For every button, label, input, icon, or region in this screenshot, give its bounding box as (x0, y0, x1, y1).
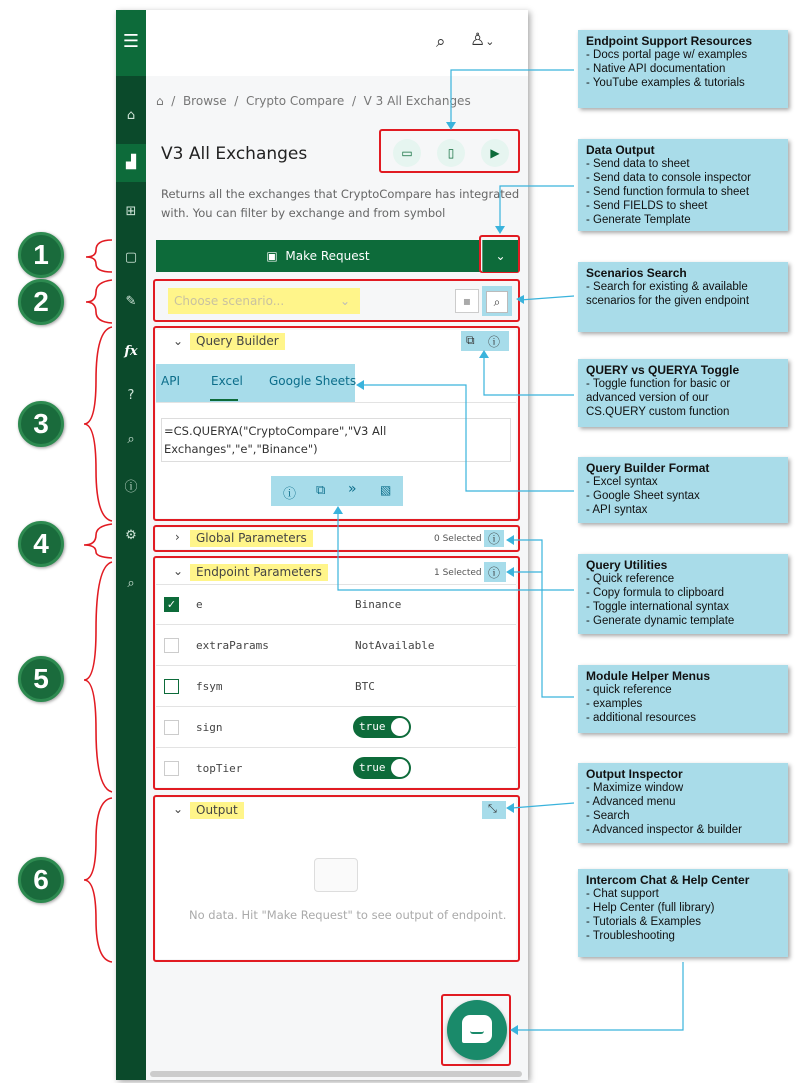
badge-2: 2 (18, 279, 64, 325)
edit-icon[interactable]: ✎ (125, 294, 137, 309)
param-name-toptier: topTier (196, 762, 243, 775)
note-line: - Docs portal page w/ examples (586, 49, 748, 61)
tab-excel[interactable]: Excel (211, 374, 243, 388)
note-module-helper (578, 665, 788, 733)
chevron-down-icon[interactable]: ⌄ (173, 564, 184, 578)
breadcrumb-browse[interactable]: Browse (182, 94, 227, 108)
tab-api[interactable]: API (161, 374, 180, 388)
search-icon: ⌕ (486, 291, 508, 313)
note-line: - YouTube examples & tutorials (586, 77, 745, 89)
note-line: - Chat support (586, 888, 659, 900)
badge-3: 3 (18, 401, 64, 447)
note-line: - Toggle international syntax (586, 601, 729, 613)
note-data-output (578, 139, 788, 231)
note-line: - Native API documentation (586, 63, 726, 75)
note-line: - Google Sheet syntax (586, 490, 700, 502)
note-line: - examples (586, 698, 643, 710)
note-line: scenarios for the given endpoint (586, 295, 750, 307)
brace-3 (84, 327, 112, 521)
global-params-label[interactable]: Global Parameters (190, 530, 313, 547)
note-line: - Send data to sheet (586, 158, 690, 170)
menu-icon[interactable]: ☰ (122, 31, 140, 52)
connector-format (362, 385, 574, 491)
breadcrumb-home-icon[interactable]: ⌂ (156, 94, 164, 108)
note-line: - Advanced inspector & builder (586, 824, 742, 836)
connector-utilities (338, 512, 574, 590)
breadcrumb-sep: / (351, 94, 356, 108)
network-icon[interactable]: ⊞ (125, 204, 137, 219)
breadcrumb-endpoint: V 3 All Exchanges (363, 94, 471, 108)
page-title: V3 All Exchanges (161, 144, 308, 164)
brace-4 (84, 524, 112, 558)
note-title: Module Helper Menus (586, 669, 711, 683)
formula-line2: Exchanges","e","Binance") (164, 442, 318, 456)
make-request-label: Make Request (285, 249, 370, 263)
note-endpoint-resources (578, 30, 788, 108)
query-toggle-icon[interactable]: ⧉ (466, 333, 475, 347)
note-line: - Toggle function for basic or (586, 378, 731, 390)
note-line: - Help Center (full library) (586, 902, 715, 914)
global-params-count: 0 Selected (434, 534, 482, 544)
connector-toggle (484, 356, 574, 395)
output-empty-message: No data. Hit "Make Request" to see output of endpoint. (189, 908, 507, 922)
note-line: - Generate dynamic template (586, 615, 735, 627)
header-search-icon[interactable]: ⌕ (436, 32, 446, 52)
chevron-down-icon[interactable]: ⌄ (173, 802, 184, 816)
note-title: Query Builder Format (586, 461, 710, 475)
note-title: QUERY vs QUERYA Toggle (586, 363, 740, 377)
chevron-right-icon[interactable]: › (175, 530, 180, 544)
param-name-extraparams: extraParams (196, 639, 269, 652)
note-title: Data Output (586, 143, 655, 157)
chart-icon[interactable]: ▟ (116, 144, 146, 182)
note-title: Endpoint Support Resources (586, 34, 753, 48)
note-title: Output Inspector (586, 767, 683, 781)
api-docs-icon[interactable]: ▯ (437, 139, 465, 167)
docs-book-icon[interactable]: ▭ (393, 139, 421, 167)
template-icon[interactable]: ▧ (380, 483, 392, 497)
note-intercom-chat (578, 869, 788, 957)
connector-resources (451, 70, 574, 124)
note-line: - Copy formula to clipboard (586, 587, 725, 599)
endpoint-params-count: 1 Selected (434, 568, 482, 578)
help-icon[interactable]: ? (127, 388, 135, 403)
note-line: - Advanced menu (586, 796, 676, 808)
layout-icon[interactable]: ▢ (124, 250, 138, 265)
description-line1: Returns all the exchanges that CryptoCompare has integrated (161, 187, 520, 201)
home-icon[interactable]: ⌂ (126, 108, 136, 123)
toggle-toptier[interactable]: true (353, 757, 411, 779)
note-query-utilities (578, 554, 788, 634)
info-icon[interactable]: ⓘ (124, 480, 138, 495)
user-icon[interactable]: ♙⌄ (470, 30, 495, 50)
connector-inspector (512, 803, 574, 808)
param-value-e[interactable]: Binance (355, 598, 402, 611)
connector-chat (516, 962, 683, 1030)
param-value-fsym[interactable]: BTC (355, 680, 375, 693)
param-name-e: e (196, 598, 203, 611)
endpoint-params-label[interactable]: Endpoint Parameters (190, 564, 328, 581)
query-builder-label[interactable]: Query Builder (190, 333, 285, 350)
note-line: - Excel syntax (586, 476, 658, 488)
brace-6 (84, 798, 112, 962)
note-title: Query Utilities (586, 558, 668, 572)
param-name-fsym: fsym (196, 680, 223, 693)
param-name-sign: sign (196, 721, 223, 734)
breadcrumb-sep: / (171, 94, 176, 108)
brace-2 (86, 280, 112, 323)
search-alt-icon[interactable]: ⌕ (127, 576, 135, 591)
function-icon[interactable]: fx (124, 344, 138, 359)
note-query-toggle (578, 359, 788, 427)
output-label[interactable]: Output (190, 802, 244, 819)
connector-output (500, 186, 574, 228)
scenario-placeholder: Choose scenario... (174, 294, 285, 308)
badge-1: 1 (18, 232, 64, 278)
badge-4: 4 (18, 521, 64, 567)
note-line: - Maximize window (586, 782, 684, 794)
international-syntax-icon[interactable]: » (348, 481, 357, 497)
connector-scenario (520, 296, 574, 300)
info-icon[interactable]: ⓘ (488, 566, 501, 580)
note-line: - Send data to console inspector (586, 172, 751, 184)
chevron-down-icon: ⌄ (339, 294, 350, 308)
chevron-down-icon: ⌄ (495, 249, 506, 263)
toggle-sign[interactable]: true (353, 716, 411, 738)
note-title: Intercom Chat & Help Center (586, 873, 750, 887)
settings-icon[interactable]: ⚙ (125, 528, 137, 543)
checkbox-e[interactable]: ✓ (164, 597, 179, 612)
description-line2: with. You can filter by exchange and from symbol (161, 206, 446, 220)
note-title: Scenarios Search (586, 266, 687, 280)
note-line: advanced version of our (586, 392, 709, 404)
note-scenarios-search (578, 262, 788, 332)
badge-6: 6 (18, 857, 64, 903)
breadcrumb-sep: / (234, 94, 239, 108)
note-line: - Send FIELDS to sheet (586, 200, 708, 212)
chevron-down-icon[interactable]: ⌄ (173, 334, 184, 348)
note-line: - Send function formula to sheet (586, 186, 750, 198)
note-query-builder-format (578, 457, 788, 523)
maximize-icon[interactable]: ⤡ (488, 802, 497, 815)
note-line: - Generate Template (586, 214, 691, 226)
note-line: - Quick reference (586, 573, 675, 585)
connector-helper (512, 540, 574, 697)
note-line: - API syntax (586, 504, 648, 516)
note-line: - additional resources (586, 712, 696, 724)
note-line: - quick reference (586, 684, 672, 696)
info-icon[interactable]: ⓘ (488, 335, 501, 349)
youtube-icon[interactable]: ▶ (481, 139, 509, 167)
note-line: - Search for existing & available (586, 281, 748, 293)
note-line: - Tutorials & Examples (586, 916, 702, 928)
info-icon[interactable]: ⓘ (488, 532, 501, 546)
brace-5 (84, 562, 112, 792)
param-value-extraparams[interactable]: NotAvailable (355, 639, 435, 652)
badge-5: 5 (18, 656, 64, 702)
breadcrumb-provider[interactable]: Crypto Compare (245, 94, 345, 108)
search-icon[interactable]: ⌕ (127, 432, 135, 447)
save-icon: ▪ (462, 294, 472, 308)
note-output-inspector (578, 763, 788, 843)
terminal-icon: ▣ (266, 249, 278, 263)
tab-google-sheets[interactable]: Google Sheets (269, 374, 357, 388)
note-line: CS.QUERY custom function (586, 406, 730, 418)
quick-reference-icon[interactable]: ⓘ (283, 487, 297, 502)
formula-line1: =CS.QUERYA("CryptoCompare","V3 All (164, 424, 387, 438)
note-line: - Troubleshooting (586, 930, 675, 942)
copy-icon[interactable]: ⧉ (316, 483, 326, 498)
note-line: - Search (586, 810, 630, 822)
brace-1 (86, 240, 112, 272)
